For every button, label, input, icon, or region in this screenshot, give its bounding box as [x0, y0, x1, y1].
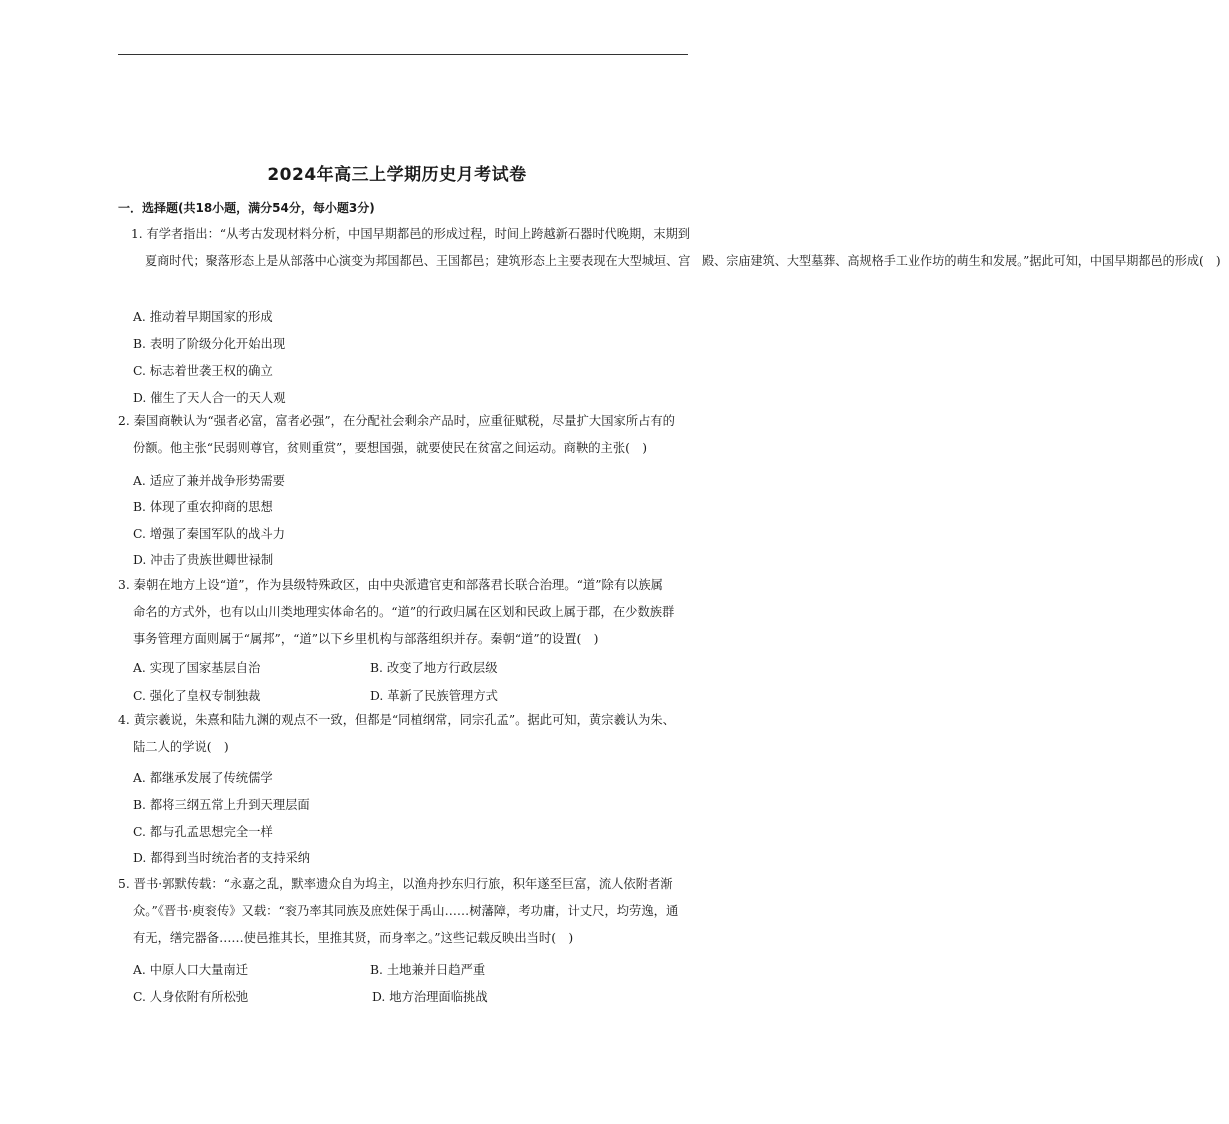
question-5 — [118, 871, 673, 898]
question-5-cont — [133, 898, 678, 952]
question-1-line-3: 殿、宗庙建筑、大型墓葬、高规格手工业作坊的萌生和发展。”据此可知，中国早期都邑的形成( ) — [702, 254, 1221, 268]
page-title: 2024年高三上学期历史月考试卷 — [267, 165, 527, 185]
question-2-option-a[interactable]: A. 适应了兼并战争形势需要 — [133, 474, 285, 488]
question-3-line-2: 命名的方式外，也有以山川类地理实体命名的。“道”的行政归属在区划和民政上属于郡，在少数族群 — [133, 605, 675, 619]
question-1-line-2: 夏商时代；聚落形态上是从部落中心演变为邦国都邑、王国都邑；建筑形态上主要表现在大型城垣、宫 — [145, 254, 691, 268]
question-5-line-3: 有无，缮完器备……使邑推其长，里推其贤，而身率之。”这些记载反映出当时( ) — [133, 931, 574, 945]
question-4-option-a[interactable]: A. 都继承发展了传统儒学 — [133, 771, 273, 785]
section-heading: 一．选择题(共18小题，满分54分，每小题3分) — [118, 201, 375, 215]
question-3-option-c[interactable]: C. 强化了皇权专制独裁 — [133, 689, 261, 703]
question-4-line-2: 陆二人的学说( ) — [133, 740, 229, 754]
question-4-option-d[interactable]: D. 都得到当时统治者的支持采纳 — [133, 851, 311, 865]
question-1-option-c[interactable]: C. 标志着世袭王权的确立 — [133, 364, 273, 378]
question-5-option-b[interactable]: B. 土地兼并日趋严重 — [370, 963, 486, 977]
question-3-option-b[interactable]: B. 改变了地方行政层级 — [370, 661, 498, 675]
header-rule — [118, 54, 688, 55]
question-5-line-2: 众。”《晋书·庾衮传》又载：“衮乃率其同族及庶姓保于禹山……树藩障，考功庸，计丈尺，均劳逸，通 — [133, 904, 679, 918]
question-1-line-1: 1. 有学者指出：“从考古发现材料分析，中国早期都邑的形成过程，时间上跨越新石器时代晚期，末期到 — [131, 227, 691, 241]
question-3-line-1: 3. 秦朝在地方上设“道”，作为县级特殊政区，由中央派遣官吏和部落君长联合治理。“道”除有以族属 — [118, 578, 663, 592]
question-4-line-1: 4. 黄宗羲说，朱熹和陆九渊的观点不一致，但都是“同植纲常，同宗孔孟”。据此可知，黄宗羲认为朱、 — [118, 713, 675, 727]
question-2-option-b[interactable]: B. 体现了重农抑商的思想 — [133, 500, 273, 514]
question-2-line-1: 2. 秦国商鞅认为“强者必富，富者必强”，在分配社会剩余产品时，应重征赋税，尽量扩大国家所占有的 — [118, 414, 675, 428]
question-5-option-a[interactable]: A. 中原人口大量南迁 — [133, 963, 249, 977]
question-2-option-c[interactable]: C. 增强了秦国军队的战斗力 — [133, 527, 286, 541]
question-1 — [131, 221, 694, 248]
question-5-line-1: 5. 晋书·郭默传载：“永嘉之乱，默率遗众自为坞主，以渔舟抄东归行旅，积年遂至巨富，流人依附者渐 — [118, 877, 673, 891]
question-1-option-b[interactable]: B. 表明了阶级分化开始出现 — [133, 337, 286, 351]
question-3-line-3: 事务管理方面则属于“属邦”，“道”以下乡里机构与部落组织并存。秦朝“道”的设置( ) — [133, 632, 599, 646]
question-1-option-a[interactable]: A. 推动着早期国家的形成 — [133, 310, 273, 324]
question-2-line-2: 份额。他主张“民弱则尊官，贫则重赏”，要想国强，就要使民在贫富之间运动。商鞅的主张( ) — [133, 441, 648, 455]
question-2 — [118, 408, 675, 435]
question-3 — [118, 572, 663, 599]
question-4-option-b[interactable]: B. 都将三纲五常上升到天理层面 — [133, 798, 310, 812]
question-4-cont — [133, 734, 229, 761]
question-2-cont — [133, 435, 647, 462]
question-4 — [118, 707, 675, 734]
question-5-option-c[interactable]: C. 人身依附有所松弛 — [133, 990, 249, 1004]
question-3-cont — [133, 599, 674, 653]
question-1-cont — [145, 248, 1229, 275]
question-1-option-d[interactable]: D. 催生了天人合一的天人观 — [133, 391, 286, 405]
question-3-option-d[interactable]: D. 革新了民族管理方式 — [370, 689, 498, 703]
question-5-option-d[interactable]: D. 地方治理面临挑战 — [372, 990, 488, 1004]
question-4-option-c[interactable]: C. 都与孔孟思想完全一样 — [133, 825, 273, 839]
question-2-option-d[interactable]: D. 冲击了贵族世卿世禄制 — [133, 553, 274, 567]
question-3-option-a[interactable]: A. 实现了国家基层自治 — [133, 661, 261, 675]
